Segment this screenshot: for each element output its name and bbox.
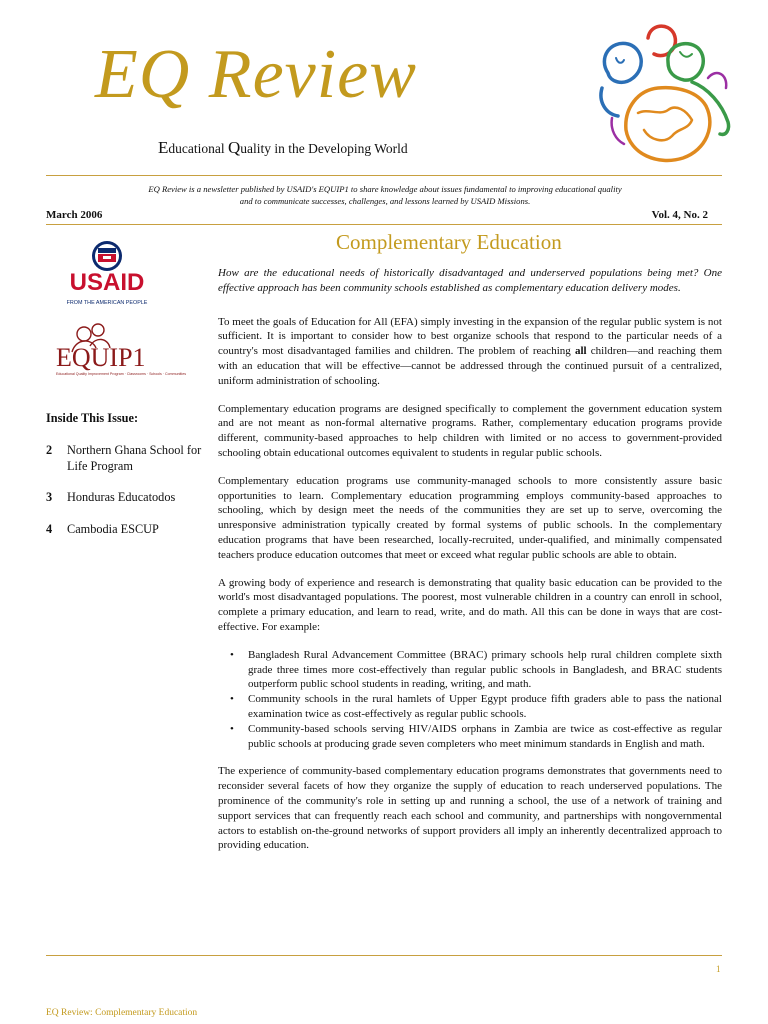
toc-item bbox=[46, 521, 211, 537]
toc-item bbox=[46, 489, 211, 505]
equip1-logo bbox=[52, 322, 187, 384]
toc-item-label: Honduras Educatodos bbox=[67, 490, 176, 504]
newsletter-description: EQ Review is a newsletter published by USAID's EQUIP1 to share knowledge about issues fundamental to improving educational quality and to communicate successes, challenges, and lessons learned by USAID Missions. bbox=[148, 184, 622, 206]
article-paragraph: A growing body of experience and research is demonstrating that quality basic education can be provided to the world's most disadvantaged populations. The poorest, most vulnerable children in a country can enroll in school, complete a primary education, and learn to read, write, and do math. All this can be done in ways that are cost-effective. For example: bbox=[218, 576, 722, 633]
usaid-logo bbox=[62, 238, 152, 310]
article-body bbox=[218, 266, 722, 866]
example-list bbox=[218, 648, 722, 752]
article-paragraph: Complementary education programs are designed specifically to complement the government education system and are not meant as non-formal alternative programs. Rather, complementary education programs provide different, community-based approaches to help children with limited or no access to government-provided schooling obtain educational outcomes equivalent to students in regular public schools. bbox=[218, 402, 722, 459]
masthead-title: EQ Review bbox=[95, 36, 417, 113]
article-paragraph: Complementary education programs use community-managed schools to more consistently assure basic opportunities to learn. Complementary education programming employs community-based approaches to schooling, which by design meet the needs of the communities they are set up to serve, overcoming the unresponsive administration typically created by formal systems of public schools. In the complementary education programs that have been researched, locally-recruited, under-qualified, and minimally compensated teachers produce education outcomes that meet or exceed what regular public schools are able to obtain. bbox=[218, 474, 722, 561]
inside-this-issue-heading: Inside This Issue: bbox=[46, 411, 139, 425]
list-item: • Bangladesh Rural Advancement Committee (BRAC) primary schools help rural children complete sixth grade three times more cost-effectively than regular public schools in Bangladesh, and BRAC students outperform public school students in reading, writing, and math. bbox=[230, 648, 722, 691]
issue-volume: Vol. 4, No. 2 bbox=[651, 209, 708, 221]
footer-rule bbox=[46, 955, 722, 956]
children-globe-illustration bbox=[588, 18, 738, 173]
toc-page-number: 3 bbox=[46, 490, 53, 504]
equip1-wordmark: EQUIP1 bbox=[56, 343, 146, 372]
article-paragraph: The experience of community-based complementary education programs demonstrates that governments need to reconsider several facets of how they organize the supply of education to reach underserved populations. The prominence of the community's role in setting up and running a school, the use of a network of training and support services that can frequently reach each school and community, and partnerships with nongovernmental actors to establish on-the-ground networks of support providers all imply an inherently decentralized approach to providing education. bbox=[218, 765, 722, 852]
issue-date: March 2006 bbox=[46, 209, 103, 221]
masthead-rule bbox=[46, 175, 722, 176]
bullet-icon: • bbox=[230, 722, 234, 735]
toc-page-number: 4 bbox=[46, 522, 53, 536]
toc-item-label: Northern Ghana School for Life Program bbox=[67, 443, 202, 473]
bullet-icon: • bbox=[230, 693, 234, 706]
article-title: Complementary Education bbox=[336, 230, 562, 254]
equip1-tagline: Educational Quality Improvement Program · Classrooms · Schools · Communities bbox=[56, 372, 187, 376]
article-paragraph: To meet the goals of Education for All (EFA) simply investing in the expansion of the regular public system is not sufficient. It is important to consider how to best organize schools that respond to the particular needs of a country's most disadvantaged families and children. The problem of reaching all children—and reaching them with an education that will be effective—cannot be addressed through the continued pursuit of a centralized, uniform administration of schooling. bbox=[218, 315, 723, 387]
footer-title: EQ Review: Complementary Education bbox=[46, 1008, 198, 1018]
list-item: • Community schools in the rural hamlets of Upper Egypt produce fifth graders able to pass the national examination twice as cost-effectively as regular public schools. bbox=[230, 693, 722, 720]
toc-page-number: 2 bbox=[46, 443, 53, 457]
bullet-icon: • bbox=[230, 648, 234, 661]
usaid-tagline: FROM THE AMERICAN PEOPLE bbox=[66, 300, 148, 306]
date-rule bbox=[46, 224, 722, 225]
usaid-wordmark: USAID bbox=[69, 269, 145, 296]
article-lead: How are the educational needs of historically disadvantaged and underserved populations being met? One effective approach has been community schools established as complementary education delivery modes. bbox=[218, 267, 722, 294]
toc-item bbox=[46, 442, 211, 476]
masthead-subtitle: Educational Quality in the Developing World bbox=[158, 138, 408, 157]
list-item: • Community-based schools serving HIV/AIDS orphans in Zambia are twice as cost-effective as regular public schools at producing grade seven completers who meet minimum standards in English and math. bbox=[230, 722, 722, 750]
page-number: 1 bbox=[716, 964, 721, 974]
toc-item-label: Cambodia ESCUP bbox=[67, 522, 159, 536]
